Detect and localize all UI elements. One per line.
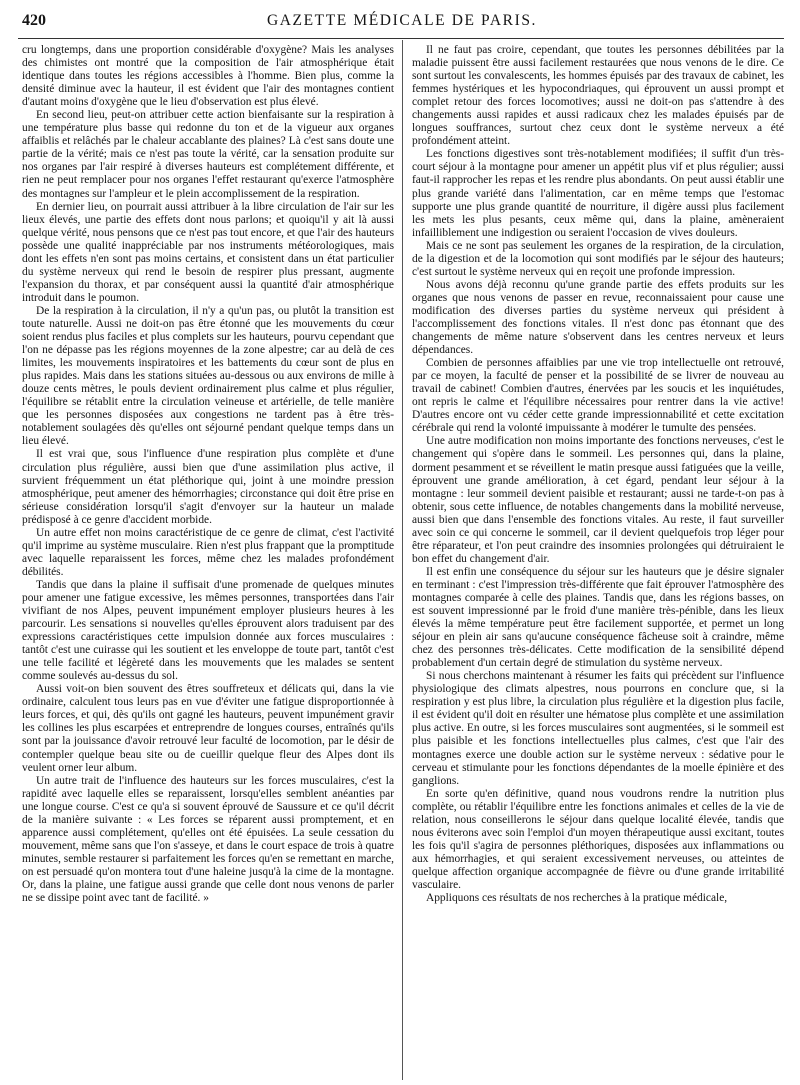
paragraph: En dernier lieu, on pourrait aussi attribuer à la libre circulation de l'air sur les lieux élevés, une partie des effets dont nous parlons; et quoiqu'il y ait là aussi quelque vérité, nous pensons que ce n'est pas tout encore, et que l'air des hauteurs possède une qualité inappréciable par nos instruments météorologiques, mais dont les effets n'en sont pas moins certains, et consistent dans un état particulier du système nerveux qui rend le besoin de respirer plus pressant, augmente l'expansion du thorax, et par conséquent aussi la quantité d'air atmosphérique introduit dans le poumon. <box>22 200 394 304</box>
paragraph: Appliquons ces résultats de nos recherches à la pratique médicale, <box>426 892 728 905</box>
right-column <box>412 44 784 1080</box>
paragraph: De la respiration à la circulation, il n'y a qu'un pas, ou plutôt la transition est toute naturelle. Aussi ne doit-on pas être étonné que les mouvements du cœur soient rendus plus faciles et plus complets sur les hauteurs, pourvu cependant que l'on ne dépasse pas les régions moyennes de la zone alpestre; car au delà de ces limites, les mouvements inspiratoires et les battements du cœur sont de plus en plus rapides. Mais dans les stations situées au-dessous ou aux environs de mille à douze cents mètres, le pouls devient ordinairement plus calme et plus régulier, l'équilibre se rétablit entre la circulation veineuse et artérielle, de telle manière que les personnes disposées aux congestions ne tardent pas à être très-notablement soulagées dès qu'elles ont séjourné pendant quelque temps dans un lieu élevé. <box>22 304 394 448</box>
paragraph: cru longtemps, dans une proportion considérable d'oxygène? Mais les analyses des chimistes ont montré que la composition de l'air atmosphérique était identique dans toutes les régions accessibles à l'homme. Bien plus, comme la densité diminue avec la hauteur, il est évident que l'air des montagnes contient d'autant moins d'oxygène que le lieu d'observation est plus élevé. <box>22 44 394 109</box>
paragraph: En second lieu, peut-on attribuer cette action bienfaisante sur la respiration à une température plus basse qui redonne du ton et de la vigueur aux organes affaiblis et relâchés par le chaleur accablante des plaines? Là c'est sans doute une partie de la vérité; mais ce n'est pas toute la vérité, car la sensation produite sur nos organes par l'air respiré à diverses hauteurs est complétement différente, et rien ne peut remplacer pour nos organes l'effet restaurant qu'exerce l'atmosphère des montagnes sur l'ampleur et le plein accomplissement de la respiration. <box>22 109 394 200</box>
header-rule <box>18 38 784 39</box>
paragraph: Il est vrai que, sous l'influence d'une respiration plus complète et d'une circulation plus régulière, aussi bien que d'une assimilation plus active, il survient fréquemment un état pléthorique qui, joint à une moindre pression atmosphérique, peut amener des hémorrhagies; circonstance qui doit être prise en sérieuse considération lorsqu'il s'agit d'envoyer sur la hauteur un malade prédisposé à ce genre d'accident morbide. <box>22 448 394 526</box>
column-divider <box>402 40 403 1080</box>
paragraph: En sorte qu'en définitive, quand nous voudrons rendre la nutrition plus complète, ou rétablir l'équilibre entre les fonctions animales et celles de la vie de relation, nous conseillerons le séjour dans quelque localité élevée, tandis que nous éviterons avec soin l'emploi d'un moyen thérapeutique aussi excitant, toutes les fois qu'il s'agira de personnes pléthoriques, disposées aux inflammations ou aux hémorrhagies, et qui seraient excessivement nerveuses, ou atteintes de quelque affection organique accompagnée de fièvre ou d'une grande irritabilité vasculaire. <box>412 787 784 891</box>
paragraph: Il ne faut pas croire, cependant, que toutes les personnes débilitées par la maladie puissent être aussi facilement restaurées que nous venons de le dire. Ce sont surtout les convalescents, les hommes épuisés par des travaux de cabinet, les femmes hystériques et les hypocondriaques, qui éprouvent un aussi prompt et complet retour des forces locomotives; aussi ne doit-on pas s'attendre à des changements aussi rapides et aussi radicaux chez les malades épuisés par de longues souffrances, surtout chez ceux dont le système nerveux a été profondément atteint. <box>412 44 784 148</box>
paragraph: Tandis que dans la plaine il suffisait d'une promenade de quelques minutes pour amener une fatigue excessive, les mêmes personnes, transportées dans l'air vivifiant de nos Alpes, peuvent impunément employer plusieurs heures à les parcourir. Les sensations si nouvelles qu'elles éprouvent alors traduisent par des expressions caractéristiques cette impulsion donnée aux forces musculaires : tantôt c'est une cuirasse qui les soutient et les enveloppe de toute part, tantôt c'est une telle facilité et légèreté dans les mouvements que les malades se sentent comme soulevés au-dessus du sol. <box>22 578 394 683</box>
paragraph: Une autre modification non moins importante des fonctions nerveuses, c'est le changement qui s'opère dans le sommeil. Les personnes qui, dans la plaine, dorment pesamment et se réveillent le matin presque aussi fatiguées que la veille, éprouvent une grande amélioration, à cet égard, pendant leur séjour à la montagne : leur sommeil devient paisible et restaurant; aussi ne tarde-t-on pas à obtenir, sous cette influence, de notables changements dans la mobilité nerveuse, aussi bien que dans l'ensemble des fonctions vitales. Au reste, il faut surveiller avec soin ce qui concerne le sommeil, car il devient quelquefois trop léger pour être réparateur, et l'on peut craindre des insomnies prolongées qui détruiraient le bon effet du changement d'air. <box>412 435 784 565</box>
paragraph: Nous avons déjà reconnu qu'une grande partie des effets produits sur les organes que nous venons de passer en revue, reconnaissaient pour cause une modification des diverses parties du système nerveux qui président à l'accomplissement des fonctions vitales. Il n'est donc pas étonnant que des changements de même nature s'observent dans les centres nerveux et leurs dépendances. <box>412 278 784 357</box>
paragraph: Les fonctions digestives sont très-notablement modifiées; il suffit d'un très-court séjour à la montagne pour amener un appétit plus vif et plus régulier; aussi faut-il rapprocher les repas et les rendre plus abondants. On peut aussi établir une plus grande variété dans l'alimentation, car en même temps que l'estomac supporte une plus grande quantité de nourriture, il digère aussi plus facilement les mets les plus pesants, ceux même qui, dans la plaine, amèneraient infailliblement une indigestion ou seraient l'occasion de vives douleurs. <box>412 148 784 239</box>
page-number: 420 <box>22 12 46 29</box>
page-header <box>22 8 782 38</box>
paragraph: Un autre effet non moins caractéristique de ce genre de climat, c'est l'activité qu'il imprime au système musculaire. Rien n'est plus frappant que la promptitude avec laquelle reparaissent les forces, même chez les malades profondément débilités. <box>22 526 394 578</box>
paragraph: Un autre trait de l'influence des hauteurs sur les forces musculaires, c'est la rapidité avec laquelle elles se reparaissent, lorsqu'elles semblent anéanties par une longue course. C'est ce qu'a si souvent éprouvé de Saussure et ce qu'il décrit de la manière suivante : « Les forces se réparent aussi promptement, et en apparence aussi complétement, qu'elles ont été épuisées. La seule cessation du mouvement, même sans que l'on s'asseye, et dans le court espace de trois à quatre minutes, semble restaurer si parfaitement les forces qu'en se remettant en marche, on est persuadé qu'on montera tout d'une haleine jusqu'à la cime de la montagne. Or, dans la plaine, une fatigue aussi grande que celle dont nous venons de parler ne se dissipe point avec tant de facilité. » <box>22 774 394 905</box>
journal-title: GAZETTE MÉDICALE DE PARIS. <box>266 12 538 29</box>
paragraph: Combien de personnes affaiblies par une vie trop intellectuelle ont retrouvé, par ce moyen, la faculté de penser et la possibilité de se livrer de nouveau au travail de cabinet! Combien d'autres, énervées par les soucis et les inquiétudes, ont repris le calme et l'équilibre nécessaires pour rentrer dans la vie active! D'autres encore ont vu céder cette grande impressionnabilité et cette excitation cérébrale qui rend la volonté impuissante à modérer le tumulte des pensées. <box>412 357 784 435</box>
paragraph: Si nous cherchons maintenant à résumer les faits qui précèdent sur l'influence physiologique des climats alpestres, nous pourrons en conclure que, si la respiration y est plus libre, la circulation plus régulière et la digestion plus facile, il est évident qu'il doit en résulter une hématose plus complète et une assimilation plus active. En outre, si les forces musculaires sont augmentées, si le sommeil est plus paisible et les fonctions intellectuelles plus calmes, c'est que l'air des montagnes exerce une double action sur le système nerveux : sédative pour le cerveau et stimulante pour les fonctions dépendantes de la moelle épinière et des ganglions. <box>412 670 784 787</box>
left-column <box>22 44 394 1080</box>
paragraph: Aussi voit-on bien souvent des êtres souffreteux et délicats qui, dans la vie ordinaire, calculent tous leurs pas en vue d'éviter une fatigue disproportionnée à leurs forces, et qui, dès qu'ils ont gagné les hauteurs, peuvent impunément gravir les collines les plus escarpées et entreprendre de longues courses, entraînés qu'ils sont par la jouissance d'avoir retrouvé leur faculté de locomotion, par le désir de contempler quelque beau site ou de cueillir quelque fleur des Alpes dont ils veulent orner leur album. <box>22 683 394 774</box>
paragraph: Mais ce ne sont pas seulement les organes de la respiration, de la circulation, de la digestion et de la locomotion qui sont modifiés par le séjour des hauteurs; c'est surtout le système nerveux qui en reçoit une profonde impression. <box>412 239 784 278</box>
paragraph: Il est enfin une conséquence du séjour sur les hauteurs que je désire signaler en terminant : c'est l'impression très-différente que fait éprouver l'atmosphère des montagnes comparée à celle des plaines. Tandis que, dans les régions basses, on est souvent impressionné par le froid d'une manière très-pénible, dans les lieux élevés la même température peut être facilement supportée, et permet un long séjour en plein air sans qu'aucune conséquence fâcheuse soit à craindre, même chez des personnes très-délicates. Cette modification de la sensibilité dépend probablement d'un certain degré de stimulation du système nerveux. <box>412 565 784 670</box>
